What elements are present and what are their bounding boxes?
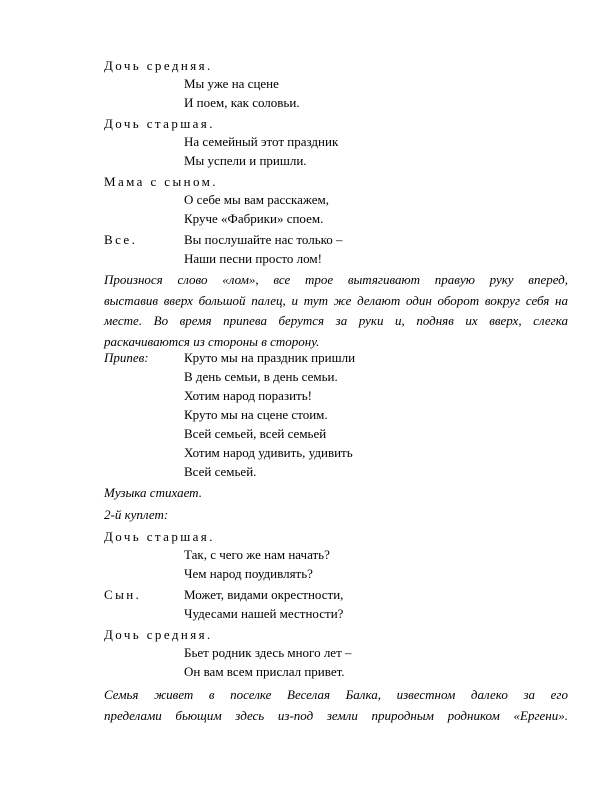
speaker-label: Дочь старшая. <box>104 116 215 131</box>
stage-direction-line: пределами бьющим здесь из-под земли природным родником «Ергени». <box>104 707 568 723</box>
dialogue-line: Бьет родник здесь много лет – <box>184 645 352 660</box>
dialogue-line: Круче «Фабрики» споем. <box>184 211 324 226</box>
chorus-line: Хотим народ удивить, удивить <box>184 445 353 460</box>
chorus-line: Всей семьей. <box>184 464 257 479</box>
dialogue-line: Может, видами окрестности, <box>184 587 344 602</box>
dialogue-line: И поем, как соловьи. <box>184 95 300 110</box>
chorus-line: Всей семьей, всей семьей <box>184 426 327 441</box>
dialogue-line: О себе мы вам расскажем, <box>184 192 329 207</box>
dialogue-line: Мы успели и пришли. <box>184 153 307 168</box>
speaker-label: Все. <box>104 232 138 247</box>
dialogue-line: Чудесами нашей местности? <box>184 606 344 621</box>
chorus-line: Хотим народ поразить! <box>184 388 312 403</box>
stage-direction-line: Произнося слово «лом», все трое вытягивают правую руку вперед, <box>104 272 568 287</box>
dialogue-line: Мы уже на сцене <box>184 76 279 91</box>
chorus-line: В день семьи, в день семьи. <box>184 369 338 384</box>
stage-direction <box>104 270 568 352</box>
dialogue-line: Чем народ поудивлять? <box>184 566 313 581</box>
speaker-label: Дочь средняя. <box>104 58 213 73</box>
dialogue-line: Так, с чего же нам начать? <box>184 547 330 562</box>
speaker-label: Дочь старшая. <box>104 529 215 544</box>
dialogue-line: Он вам всем прислал привет. <box>184 664 345 679</box>
chorus-label: Припев: <box>104 350 149 365</box>
speaker-label: Сын. <box>104 587 142 602</box>
stage-direction-line: месте. Во время припева берутся за руки и, подняв их вверх, слегка <box>104 313 568 328</box>
chorus-line: Круто мы на праздник пришли <box>184 350 356 365</box>
chorus-line: Круто мы на сцене стоим. <box>184 407 328 422</box>
verse-label: 2-й куплет: <box>104 507 169 522</box>
dialogue-line: Наши песни просто лом! <box>184 251 322 266</box>
stage-direction-music: Музыка стихает. <box>104 485 202 500</box>
stage-direction <box>104 685 568 726</box>
dialogue-line: На семейный этот праздник <box>184 134 339 149</box>
dialogue-line: Вы послушайте нас только – <box>184 232 343 247</box>
speaker-label: Мама с сыном. <box>104 174 218 189</box>
stage-direction-line: выставив вверх большой палец, и тут же делают один оборот вокруг себя на <box>104 292 568 308</box>
speaker-label: Дочь средняя. <box>104 627 213 642</box>
stage-direction-line: Семья живет в поселке Веселая Балка, известном далеко за его <box>104 687 568 702</box>
stage-direction-line: раскачиваются из стороны в сторону. <box>104 333 320 349</box>
